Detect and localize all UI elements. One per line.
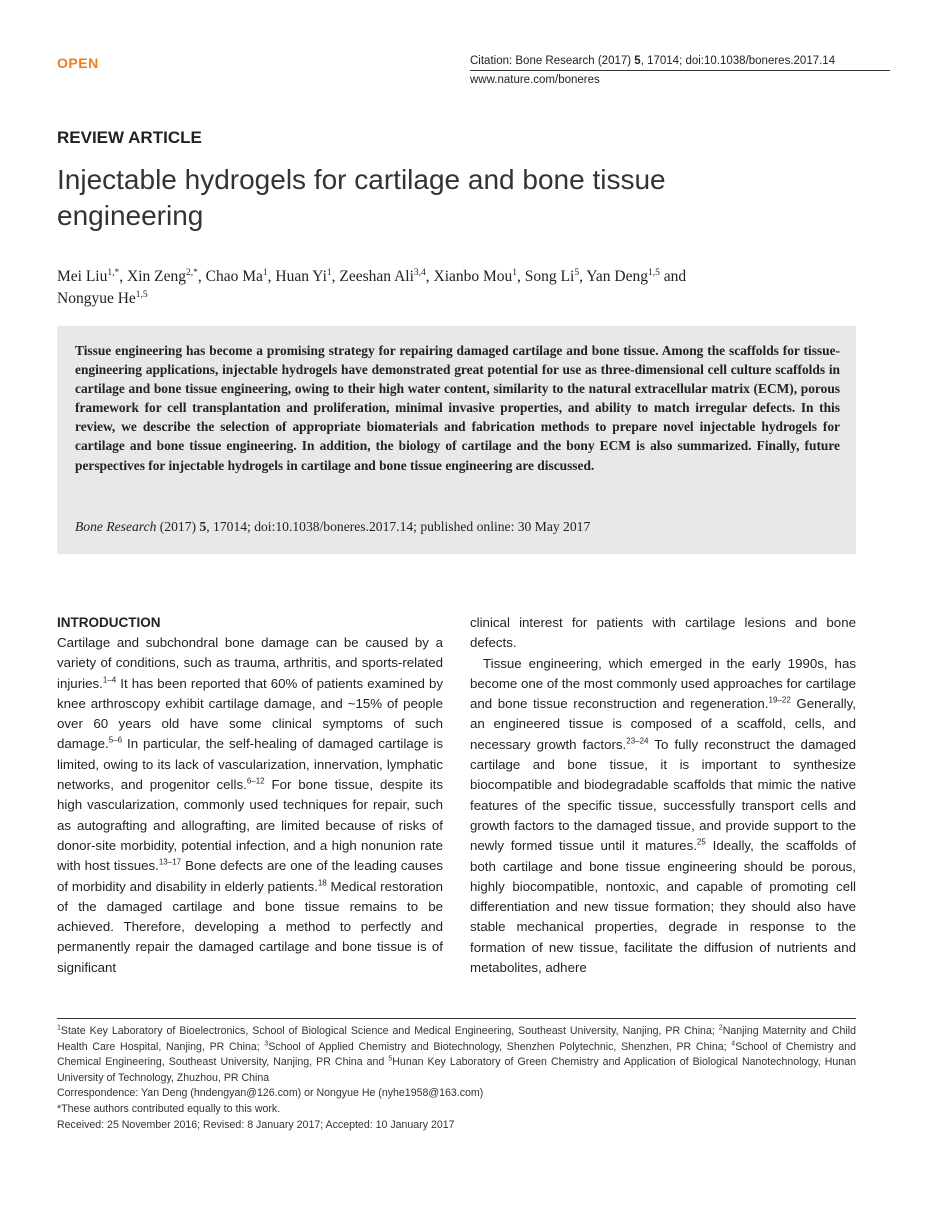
reference-superscript[interactable]: 2 bbox=[718, 1024, 723, 1032]
equal-contribution-note: *These authors contributed equally to this work. bbox=[57, 1102, 281, 1115]
text-run: It has been reported that 60% of patients examined by knee arthroscopy exhibit cartilage damage, and ~15% of people over 60 years old have some clinical symptoms of such damage. bbox=[57, 675, 443, 752]
open-access-label: OPEN bbox=[57, 55, 99, 71]
intro-paragraph bbox=[57, 633, 443, 978]
author-name: Huan Yi bbox=[275, 268, 327, 285]
author-affiliation-marker: 1 bbox=[262, 267, 268, 278]
body-right-column bbox=[470, 613, 856, 978]
affiliation-text: State Key Laboratory of Bioelectronics, School of Biological Science and Medical Engineering, Southeast University, Nanjing, PR China; bbox=[60, 1025, 719, 1037]
reference-superscript[interactable]: 6–12 bbox=[246, 776, 265, 786]
article-title: Injectable hydrogels for cartilage and bone tissue engineering bbox=[57, 164, 666, 231]
abstract-text: Tissue engineering has become a promising strategy for repairing damaged cartilage and bone tissue. Among the scaffolds for tissue-engineering applications, injectable hydrogels have demonstrated great potential for use as three-dimensional cell culture scaffolds in cartilage and bone tissue engineering, owing to their high water content, similarity to the natural extracellular matrix (ECM), porous framework for cell transplantation and proliferation, minimal invasive properties, and ability to match irregular defects. In this review, we describe the selection of appropriate biomaterials and fabrication methods to prepare novel injectable hydrogels for cartilage and bone tissue engineering. In addition, the biology of cartilage and the bony ECM is also summarized. Finally, future perspectives for injectable hydrogels in cartilage and bone tissue engineering are discussed. bbox=[75, 343, 840, 473]
reference-superscript[interactable]: 3 bbox=[264, 1040, 269, 1048]
tissue-engineering-paragraph bbox=[470, 654, 856, 979]
text-run: Bone defects are one of the leading causes of morbidity and disability in elderly patients. bbox=[57, 858, 443, 894]
reference-superscript[interactable]: 19–22 bbox=[768, 695, 791, 705]
reference-superscript[interactable]: 23–24 bbox=[626, 736, 649, 746]
reference-superscript[interactable]: 1 bbox=[57, 1024, 61, 1032]
citation-line: Citation: Bone Research (2017) 5, 17014; doi:10.1038/boneres.2017.14 bbox=[470, 55, 890, 71]
reference-superscript[interactable]: 5 bbox=[388, 1055, 393, 1063]
author-name: Mei Liu bbox=[57, 268, 108, 285]
text-run: For bone tissue, despite its high vascularization, commonly used techniques for repair, such as autografting and allografting, are limited because of risks of donor-site morbidity, potential infection, and a high nonunion rate with host tissues. bbox=[57, 777, 443, 874]
text-run: Medical restoration of the damaged cartilage and bone tissue remains to be achieved. Therefore, developing a method to perfectly and permanently repair the damaged cartilage and bone tissue is of significant bbox=[57, 878, 443, 975]
affiliation-text: Nanjing Maternity and Child Health Care Hospital, Nanjing, PR China; bbox=[57, 1025, 856, 1053]
author-affiliation-marker: 3,4 bbox=[413, 267, 426, 278]
text-run: Cartilage and subchondral bone damage can be caused by a variety of conditions, such as trauma, arthritis, and sports-related injuries. bbox=[57, 635, 443, 691]
author-name: Nongyue He bbox=[57, 290, 136, 307]
reference-superscript[interactable]: 1–4 bbox=[102, 675, 117, 685]
author-name: Xin Zeng bbox=[127, 268, 186, 285]
abstract-citation: Bone Research (2017) 5, 17014; doi:10.1038/boneres.2017.14; published online: 30 May 2017 bbox=[75, 519, 591, 534]
body-left-column bbox=[57, 613, 443, 978]
citation-header bbox=[470, 55, 890, 86]
author-name: Xianbo Mou bbox=[433, 268, 513, 285]
author-name: Chao Ma bbox=[205, 268, 263, 285]
text-run: Ideally, the scaffolds of both cartilage and bone tissue engineering should be porous, highly biocompatible, nontoxic, and capable of promoting cell differentiation and new tissue formation; they should also have stable mechanical properties, degrade in response to the formation of new tissue, facilitate the diffusion of nutrients and metabolites, adhere bbox=[470, 838, 857, 976]
author-joiner: and bbox=[663, 268, 687, 285]
continued-paragraph: clinical interest for patients with cartilage lesions and bone defects. bbox=[470, 615, 856, 651]
author-affiliation-marker: 1 bbox=[512, 267, 518, 278]
author-affiliation-marker: 1,5 bbox=[135, 289, 148, 300]
author-list: Mei Liu$^{1,*}$, Xin Zeng$^{2,*}$, Chao Ma$^1$, Huan Yi$^1$, Zeeshan Ali$^{3,4}$, Xianbo Mou$^1$, Song Li$^5$, Yan Deng$^{1,5}$ and Nongyue He$^{1,5}$ bbox=[57, 267, 687, 307]
reference-superscript[interactable]: 13–17 bbox=[158, 857, 182, 867]
affiliation-text: Hunan Key Laboratory of Green Chemistry and Application of Biological Nanotechnology, Hunan University of Technology, Zhuzhou, PR China bbox=[57, 1056, 856, 1084]
footnotes bbox=[57, 1018, 856, 1133]
author-name: Yan Deng bbox=[586, 268, 648, 285]
abstract-box bbox=[57, 326, 856, 554]
text-run: To fully reconstruct the damaged cartilage and bone tissue, it is important to synthesize biocompatible and biodegradable scaffolds that mimic the native features of the specific tissue, successfully transport cells and growth factors to the damaged tissue, and provide support to the newly formed tissue until it matures. bbox=[470, 736, 856, 854]
author-name: Song Li bbox=[524, 268, 575, 285]
correspondence: Correspondence: Yan Deng (hndengyan@126.com) or Nongyue He (nyhe1958@163.com) bbox=[57, 1087, 484, 1100]
text-run: In particular, the self-healing of damaged cartilage is limited, owing to its lack of vascularization, innervation, lymphatic networks, and progenitor cells. bbox=[57, 736, 443, 793]
article-type: REVIEW ARTICLE bbox=[57, 128, 202, 147]
journal-url[interactable]: www.nature.com/boneres bbox=[470, 74, 600, 86]
affiliations bbox=[57, 1024, 856, 1086]
affiliation-text: School of Chemistry and Chemical Engineering, Southeast University, Nanjing, PR China and bbox=[57, 1040, 856, 1069]
affiliation-text: School of Applied Chemistry and Biotechnology, Shenzhen Polytechnic, Shenzhen, PR China; bbox=[268, 1040, 732, 1053]
author-affiliation-marker: 2,* bbox=[185, 267, 198, 278]
reference-superscript[interactable]: 4 bbox=[731, 1040, 736, 1048]
text-run: Tissue engineering, which emerged in the early 1990s, has become one of the most commonly used approaches for cartilage and bone tissue reconstruction and regeneration. bbox=[470, 655, 856, 712]
reference-superscript[interactable]: 18 bbox=[317, 878, 327, 888]
reference-superscript[interactable]: 5–6 bbox=[108, 736, 123, 746]
section-heading: INTRODUCTION bbox=[57, 615, 161, 630]
author-affiliation-marker: 1,* bbox=[107, 267, 120, 278]
author-affiliation-marker: 1 bbox=[326, 267, 332, 278]
author-affiliation-marker: 1,5 bbox=[648, 267, 660, 278]
author-name: Zeeshan Ali bbox=[339, 268, 414, 285]
author-affiliation-marker: 5 bbox=[574, 267, 580, 278]
reference-superscript[interactable]: 25 bbox=[696, 837, 706, 847]
text-run: Generally, an engineered tissue is composed of a scaffold, cells, and necessary growth factors. bbox=[470, 696, 856, 752]
manuscript-dates: Received: 25 November 2016; Revised: 8 January 2017; Accepted: 10 January 2017 bbox=[57, 1118, 455, 1131]
